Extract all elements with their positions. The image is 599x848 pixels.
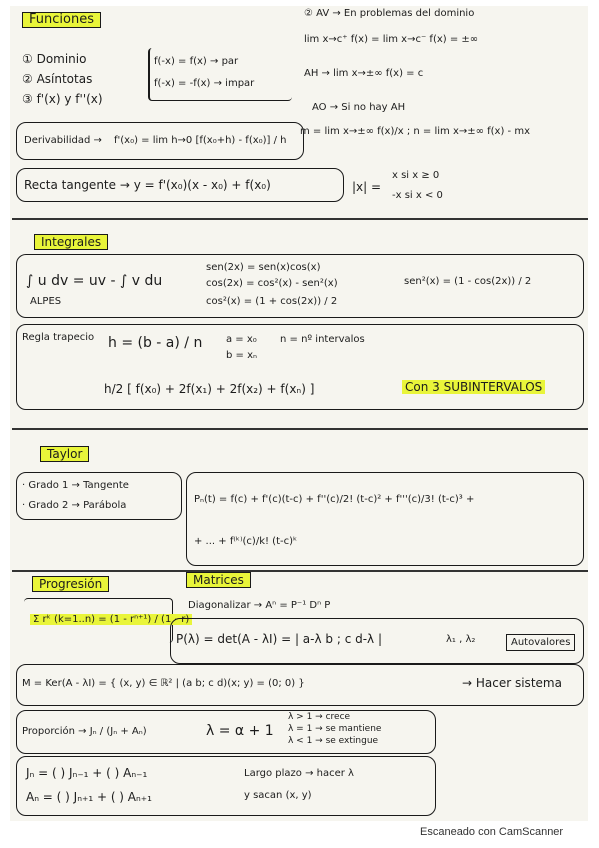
lambda-case: λ = 1 → se mantiene: [288, 724, 382, 734]
trig-identity: cos(2x) = cos²(x) - sen²(x): [206, 278, 338, 289]
polinomio-caracteristico: P(λ) = det(A - λI) = | a-λ b ; c d-λ |: [176, 632, 383, 646]
section-divider: [12, 218, 588, 220]
trapecio-h: h = (b - a) / n: [108, 335, 203, 351]
trapecio-def: n = nº intervalos: [280, 334, 365, 345]
taylor-formula-line1: Pₙ(t) = f(c) + f'(c)(t-c) + f''(c)/2! (t-c)² + f'''(c)/3! (t-c)³ +: [194, 494, 475, 505]
trapecio-note: Con 3 SUBINTERVALOS: [402, 380, 545, 394]
progresion-formula: Σ rᵏ (k=1..n) = (1 - rⁿ⁺¹) / (1 - r): [30, 614, 192, 625]
trapecio-def: b = xₙ: [226, 350, 257, 361]
trapecio-def: a = x₀: [226, 334, 257, 345]
recurrencia-a: Aₙ = ( ) Jₙ₊₁ + ( ) Aₙ₊₁: [26, 790, 152, 804]
section-title-taylor: Taylor: [40, 446, 89, 462]
section-title-integrales: Integrales: [34, 234, 108, 250]
trapecio-label: Regla trapecio: [22, 332, 95, 343]
taylor-formula-box: [186, 472, 584, 566]
kernel-formula: M = Ker(A - λI) = { (x, y) ∈ ℝ² | (a b; c d)(x; y) = (0; 0) }: [22, 678, 305, 689]
derivabilidad-formula: f'(x₀) = lim h→0 [f(x₀+h) - f(x₀)] / h: [114, 135, 287, 146]
autovalores-label: Autovalores: [506, 634, 575, 651]
proporcion-formula: Proporción → Jₙ / (Jₙ + Aₙ): [22, 726, 147, 737]
trapecio-formula: h/2 [ f(x₀) + 2f(x₁) + 2f(x₂) + f(xₙ) ]: [104, 382, 315, 396]
lambda-relation: λ = α + 1: [206, 723, 274, 739]
ao-formula: m = lim x→±∞ f(x)/x ; n = lim x→±∞ f(x) - mx: [300, 126, 530, 137]
funciones-list-item: ② Asíntotas: [22, 72, 93, 86]
section-title-matrices: Matrices: [186, 572, 251, 588]
recurrencia-box: [16, 756, 436, 816]
paridad-impar: f(-x) = -f(x) → impar: [154, 78, 255, 89]
section-divider: [12, 428, 588, 430]
alpes-rule: ALPES: [30, 296, 62, 307]
av-limits: lim x→c⁺ f(x) = lim x→c⁻ f(x) = ±∞: [304, 34, 479, 45]
abs-value-lhs: |x| =: [352, 180, 382, 194]
funciones-list-item: ③ f'(x) y f''(x): [22, 92, 103, 106]
diagonalizar: Diagonalizar → Aⁿ = P⁻¹ Dⁿ P: [188, 600, 331, 611]
hacer-sistema: → Hacer sistema: [462, 676, 562, 690]
trig-identity: cos²(x) = (1 + cos(2x)) / 2: [206, 296, 338, 307]
abs-case-negative: -x si x < 0: [392, 190, 443, 201]
ao-heading: AO → Si no hay AH: [312, 102, 406, 113]
derivabilidad-label: Derivabilidad →: [24, 135, 102, 146]
integracion-partes: ∫ u dv = uv - ∫ v du: [26, 273, 163, 289]
lambda-case: λ > 1 → crece: [288, 712, 351, 722]
paridad-par: f(-x) = f(x) → par: [154, 56, 239, 67]
taylor-grado: · Grado 2 → Parábola: [22, 500, 127, 511]
taylor-grado: · Grado 1 → Tangente: [22, 480, 129, 491]
largo-plazo: Largo plazo → hacer λ: [244, 768, 354, 779]
funciones-list-item: ① Dominio: [22, 52, 87, 66]
recta-tangente: Recta tangente → y = f'(x₀)(x - x₀) + f(x₀): [24, 178, 271, 192]
section-title-progresion: Progresión: [32, 576, 109, 592]
ah-formula: AH → lim x→±∞ f(x) = c: [304, 68, 424, 79]
lambda-case: λ < 1 → se extingue: [288, 736, 379, 746]
sacan-vector: y sacan (x, y): [244, 790, 312, 801]
sen-squared-identity: sen²(x) = (1 - cos(2x)) / 2: [404, 276, 532, 287]
section-divider: [12, 570, 588, 572]
trig-identity: sen(2x) = sen(x)cos(x): [206, 262, 321, 273]
taylor-formula-line2: + ... + f⁽ᵏ⁾(c)/k! (t-c)ᵏ: [194, 536, 298, 547]
abs-case-positive: x si x ≥ 0: [392, 170, 440, 181]
section-title-funciones: Funciones: [22, 12, 101, 28]
av-heading: ② AV → En problemas del dominio: [304, 8, 475, 19]
recurrencia-j: Jₙ = ( ) Jₙ₋₁ + ( ) Aₙ₋₁: [26, 766, 148, 780]
scanner-watermark: Escaneado con CamScanner: [420, 826, 564, 838]
autovalores-lambdas: λ₁ , λ₂: [446, 634, 476, 645]
